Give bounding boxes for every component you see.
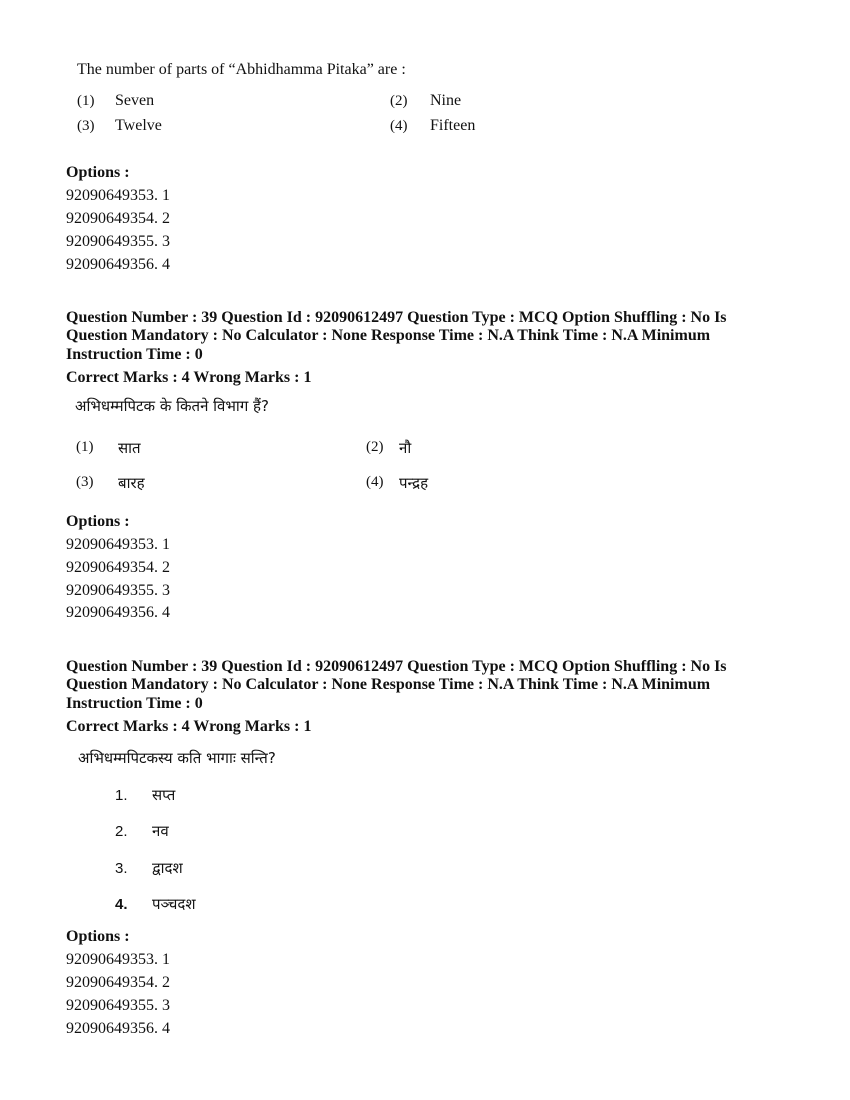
choice-text: सात bbox=[118, 439, 141, 457]
choice-number: 3. bbox=[115, 860, 128, 877]
option-line: 92090649353. 1 bbox=[66, 951, 170, 968]
options-label: Options : bbox=[66, 164, 130, 181]
question-meta-line: Instruction Time : 0 bbox=[66, 346, 203, 363]
option-line: 92090649356. 4 bbox=[66, 1020, 170, 1037]
choice-text: Fifteen bbox=[430, 117, 476, 134]
choice-number: (1) bbox=[77, 93, 95, 109]
option-line: 92090649356. 4 bbox=[66, 256, 170, 273]
choice-text: सप्त bbox=[152, 786, 176, 804]
option-line: 92090649354. 2 bbox=[66, 559, 170, 576]
choice-number: (2) bbox=[366, 439, 384, 455]
choice-text: पञ्चदश bbox=[152, 895, 196, 913]
choice-number: (3) bbox=[77, 118, 95, 134]
choice-text: Seven bbox=[115, 92, 155, 109]
question-meta-line: Question Mandatory : No Calculator : None Response Time : N.A Think Time : N.A Minimum bbox=[66, 676, 711, 693]
choice-number: (1) bbox=[76, 439, 94, 455]
option-line: 92090649354. 2 bbox=[66, 210, 170, 227]
option-line: 92090649354. 2 bbox=[66, 974, 170, 991]
marks-line: Correct Marks : 4 Wrong Marks : 1 bbox=[66, 718, 312, 735]
options-label: Options : bbox=[66, 513, 130, 530]
option-line: 92090649353. 1 bbox=[66, 187, 170, 204]
choice-text: नव bbox=[152, 822, 169, 840]
question-text-hindi: अभिधम्मपिटक के कितने विभाग हैं? bbox=[75, 397, 269, 415]
choice-number: (2) bbox=[390, 93, 408, 109]
choice-text: द्वादश bbox=[152, 859, 183, 877]
choice-text: Nine bbox=[430, 92, 462, 109]
question-meta-line: Question Mandatory : No Calculator : None Response Time : N.A Think Time : N.A Minimum bbox=[66, 327, 711, 344]
question-text-english: The number of parts of “Abhidhamma Pitaka” are : bbox=[77, 61, 406, 78]
choice-number: (4) bbox=[366, 474, 384, 490]
choice-number: 2. bbox=[115, 823, 128, 840]
option-line: 92090649356. 4 bbox=[66, 604, 170, 621]
choice-text: पन्द्रह bbox=[399, 474, 429, 492]
choice-number: (4) bbox=[390, 118, 408, 134]
option-line: 92090649355. 3 bbox=[66, 233, 170, 250]
question-text-sanskrit: अभिधम्मपिटकस्य कति भागाः सन्ति? bbox=[78, 749, 276, 767]
choice-text: बारह bbox=[118, 474, 145, 492]
options-label: Options : bbox=[66, 928, 130, 945]
question-meta-line: Instruction Time : 0 bbox=[66, 695, 203, 712]
choice-text: Twelve bbox=[115, 117, 162, 134]
choice-number: (3) bbox=[76, 474, 94, 490]
choice-text: नौ bbox=[399, 439, 412, 457]
option-line: 92090649355. 3 bbox=[66, 997, 170, 1014]
choice-number: 1. bbox=[115, 787, 128, 804]
marks-line: Correct Marks : 4 Wrong Marks : 1 bbox=[66, 369, 312, 386]
question-meta-line: Question Number : 39 Question Id : 92090612497 Question Type : MCQ Option Shuffling : No Is bbox=[66, 658, 727, 675]
question-meta-line: Question Number : 39 Question Id : 92090612497 Question Type : MCQ Option Shuffling : No Is bbox=[66, 309, 727, 326]
option-line: 92090649355. 3 bbox=[66, 582, 170, 599]
choice-number: 4. bbox=[115, 896, 128, 913]
option-line: 92090649353. 1 bbox=[66, 536, 170, 553]
